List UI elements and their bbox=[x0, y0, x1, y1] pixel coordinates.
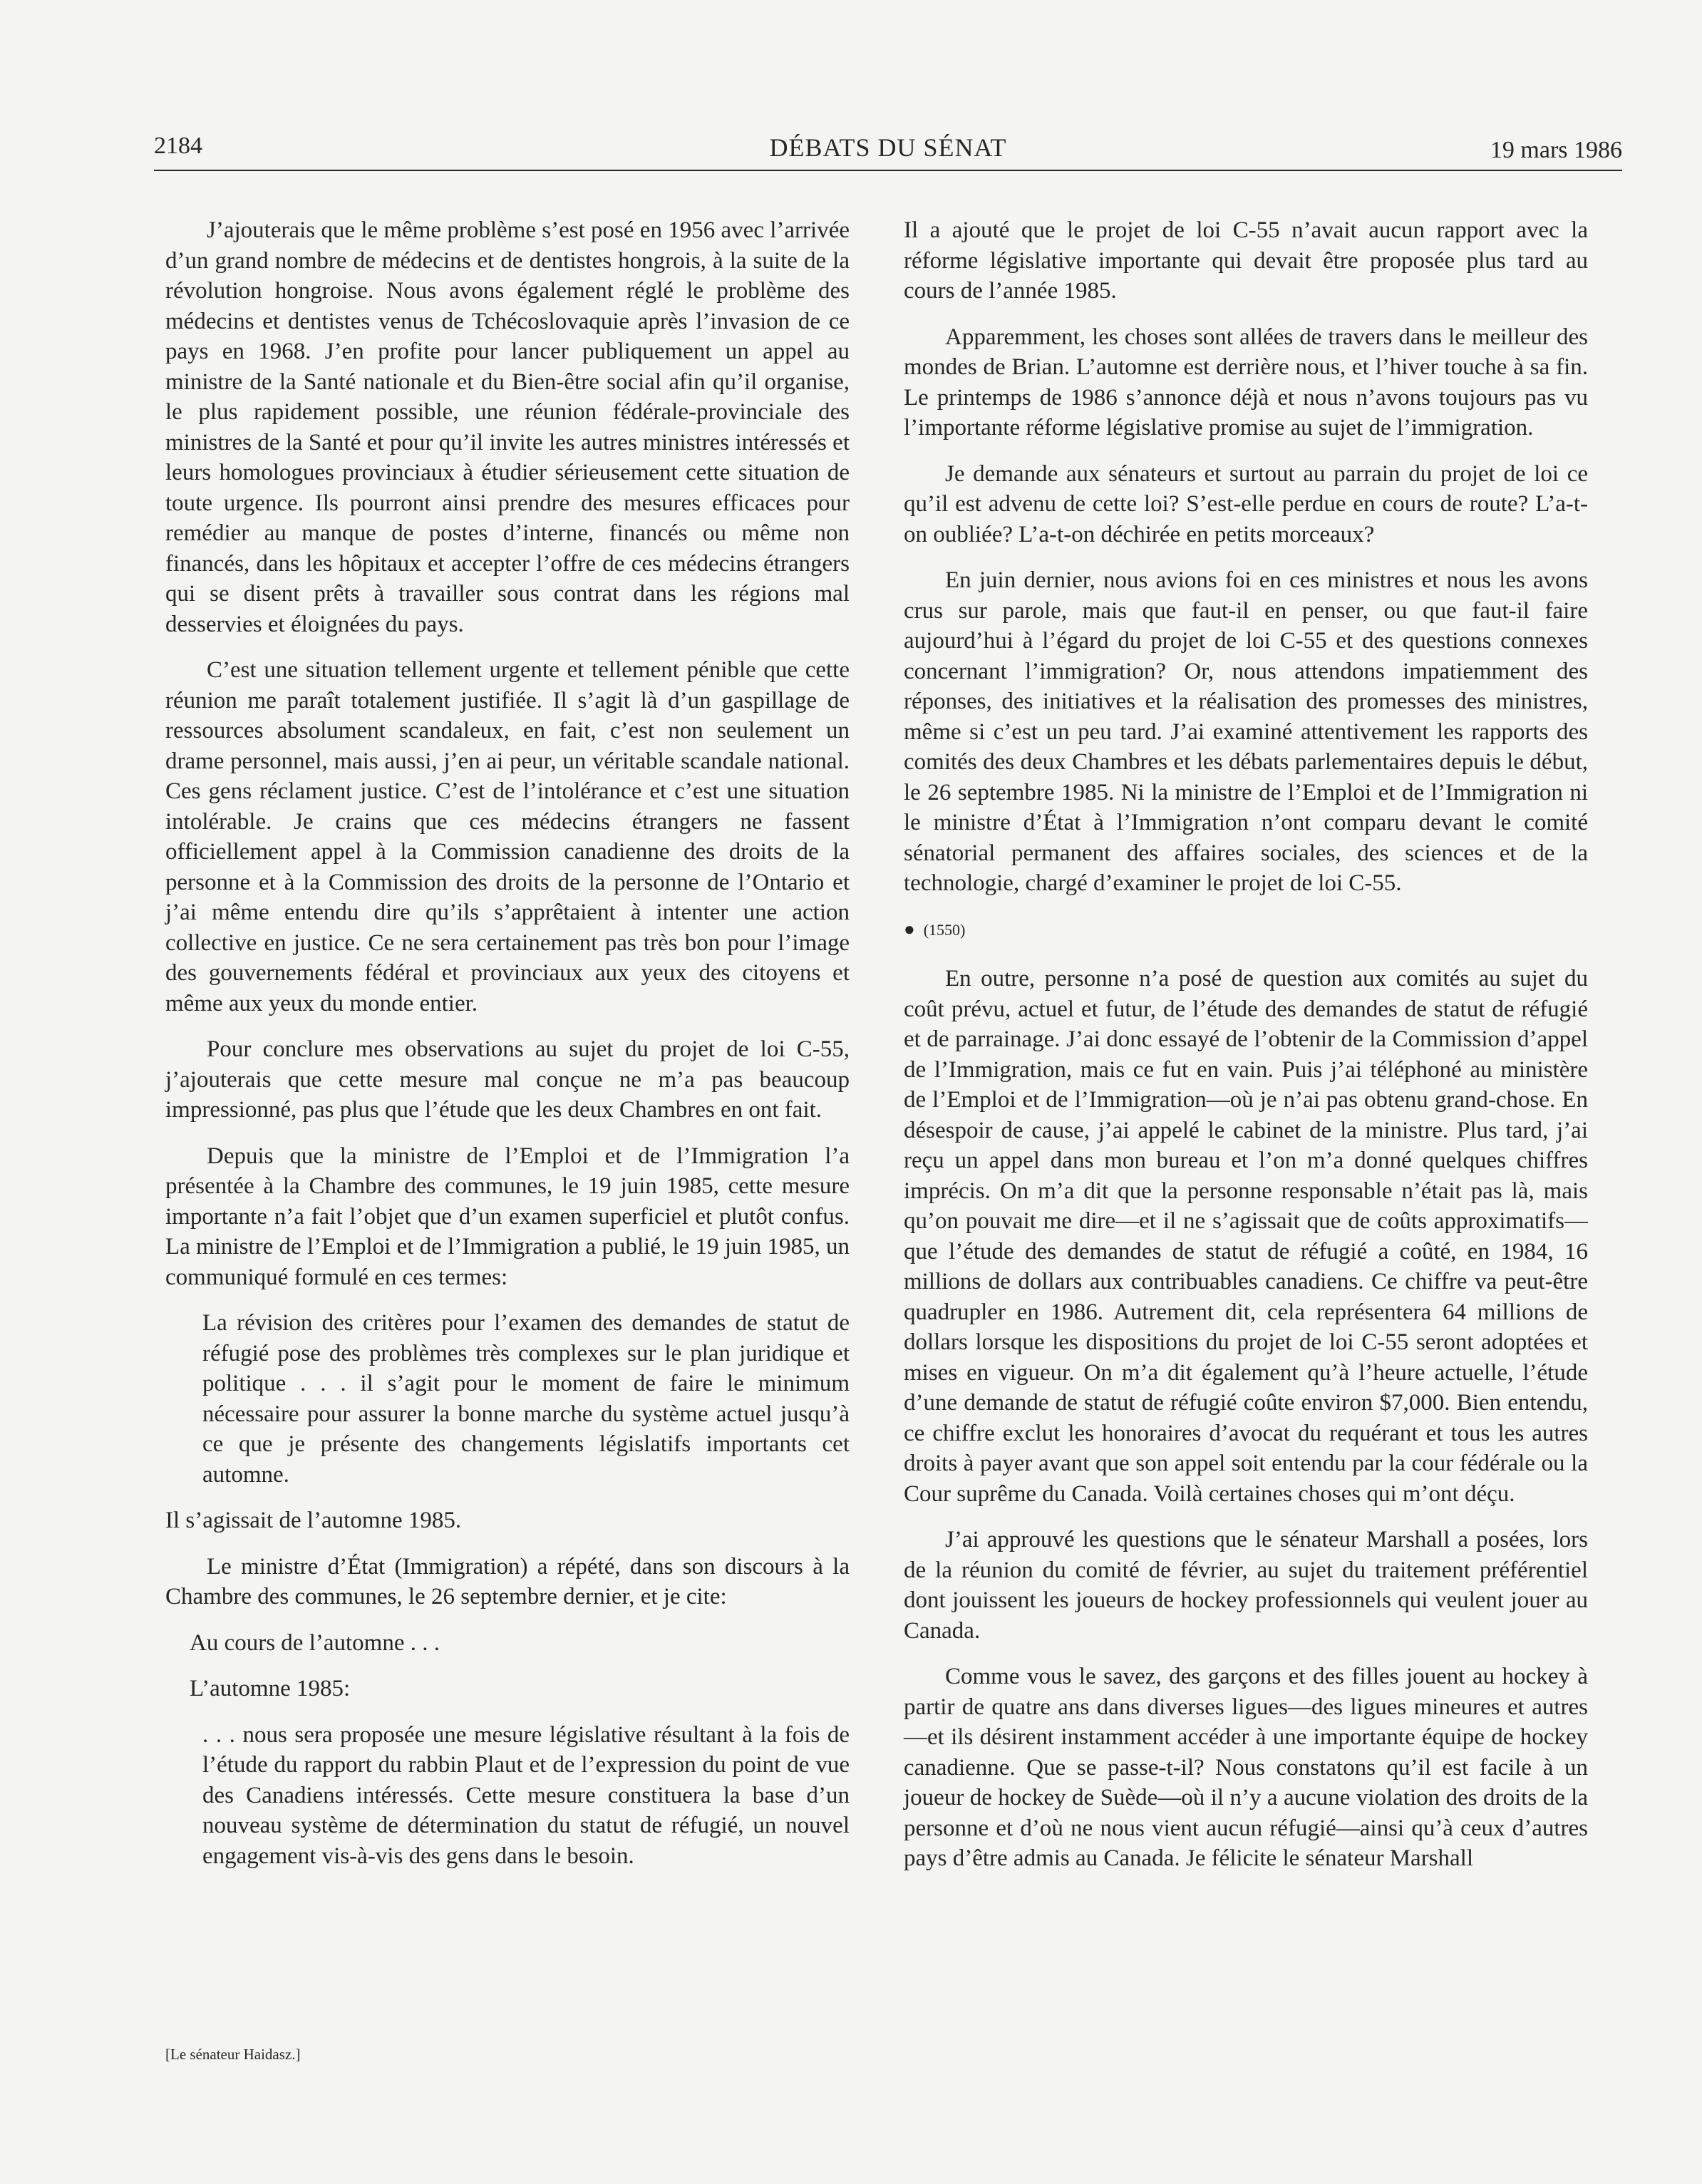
running-title: DÉBATS DU SÉNAT bbox=[769, 133, 1007, 162]
time-marker-label: (1550) bbox=[923, 920, 966, 939]
paragraph: Apparemment, les choses sont allées de travers dans le meilleur des mondes de Brian. L’automne est derrière nous, et l’hiver touche à sa fin. Le printemps de 1986 s’annonce déjà et nous n’avons toujours pas vu l’importante réforme législative promise au sujet de l’immigration. bbox=[904, 324, 1588, 441]
paragraph: En juin dernier, nous avions foi en ces ministres et nous les avons crus sur parole, mais que faut-il en penser, ou que faut-il faire aujourd’hui à l’égard du projet de loi C-55 et des questions connexes concernant l’immigration? Or, nous attendons impatiemment des réponses, des initiatives et la réalisation des promesses des ministres, même si c’est un peu tard. J’ai examiné attentivement les rapports des comités des deux Chambres et les débats parlementaires depuis le début, le 26 septembre 1985. Ni la ministre de l’Emploi et de l’Immigration ni le ministre d’État à l’Immigration n’ont comparu devant le comité sénatorial permanent des affaires sociales, des sciences et de la technologie, chargé d’examiner le projet de loi C-55. bbox=[904, 567, 1588, 896]
paragraph: Il s’agissait de l’automne 1985. bbox=[165, 1508, 462, 1533]
paragraph: Depuis que la ministre de l’Emploi et de l’Immigration l’a présentée à la Chambre des communes, le 19 juin 1985, cette mesure importante n’a fait l’objet que d’un examen superficiel et plutôt confus. La ministre de l’Emploi et de l’Immigration a publié, le 19 juin 1985, un communiqué formulé en ces termes: bbox=[165, 1143, 850, 1290]
paragraph: Le ministre d’État (Immigration) a répété, dans son discours à la Chambre des communes, le 26 septembre dernier, et je cite: bbox=[165, 1553, 850, 1609]
paragraph: Je demande aux sénateurs et surtout au parrain du projet de loi ce qu’il est advenu de cette loi? S’est-elle perdue en cours de route? L’a-t-on oubliée? L’a-t-on déchirée en petits morceaux? bbox=[904, 460, 1588, 547]
paragraph: J’ai approuvé les questions que le sénateur Marshall a posées, lors de la réunion du comité de février, au sujet du traitement préférentiel dont jouissent les joueurs de hockey professionnels qui veulent jouer au Canada. bbox=[904, 1527, 1588, 1644]
paragraph: J’ajouterais que le même problème s’est posé en 1956 avec l’arrivée d’un grand nombre de médecins et de dentistes hongrois, à la suite de la révolution hongroise. Nous avons également réglé le problème des médecins et dentistes venus de Tchécoslovaquie après l’invasion de ce pays en 1968. J’en profite pour lancer publiquement un appel au ministre de la Santé nationale et du Bien-être social afin qu’il organise, le plus rapidement possible, une réunion fédérale-provinciale des ministres de la Santé et pour qu’il invite les autres ministres intéressés et leurs homologues provinciaux à étudier sérieusement cette situation de toute urgence. Ils pourront ainsi prendre des mesures efficaces pour remédier au manque de postes d’interne, financés ou même non financés, dans les hôpitaux et accepter l’offre de ces médecins étrangers qui se disent prêts à travailler sous contrat dans les régions mal desservies et éloignées du pays. bbox=[165, 217, 850, 637]
paragraph: Pour conclure mes observations au sujet du projet de loi C-55, j’ajouterais que cette mesure mal conçue ne m’a pas beaucoup impressionné, pas plus que l’étude que les deux Chambres en ont fait. bbox=[165, 1036, 850, 1123]
paragraph: C’est une situation tellement urgente et tellement pénible que cette réunion me paraît totalement justifiée. Il s’agit là d’un gaspillage de ressources absolument scandaleux, en fait, c’est non seulement un drame personnel, mais aussi, j’en ai peur, un véritable scandale national. Ces gens réclament justice. C’est de l’intolérance et c’est une situation intolérable. Je crains que ces médecins étrangers ne fassent officiellement appel à la Commission canadienne des droits de la personne et à la Commission des droits de la personne de l’Ontario et j’ai même entendu dire qu’ils s’apprêtaient à intenter une action collective en justice. Ce ne sera certainement pas très bon pour l’image des gouvernements fédéral et provinciaux aux yeux des citoyens et même aux yeux du monde entier. bbox=[165, 657, 850, 1016]
block-quote: La révision des critères pour l’examen des demandes de statut de réfugié pose des problèmes très complexes sur le plan juridique et politique . . . il s’agit pour le moment de faire le minimum nécessaire pour assurer la bonne marche du système actuel jusqu’à ce que je présente des changements législatifs importants cet automne. bbox=[202, 1310, 850, 1488]
right-column bbox=[904, 215, 1588, 1890]
time-marker bbox=[904, 915, 1588, 946]
block-quote: . . . nous sera proposée une mesure législative résultant à la fois de l’étude du rapport du rabbin Plaut et de l’expression du point de vue des Canadiens intéressés. Cette mesure constituera la base d’un nouveau système de détermination du statut de réfugié, un nouvel engagement vis-à-vis des gens dans le besoin. bbox=[202, 1721, 850, 1869]
page-date: 19 mars 1986 bbox=[1490, 137, 1622, 163]
paragraph: Il a ajouté que le projet de loi C-55 n’avait aucun rapport avec la réforme législative importante qui devait être proposée plus tard au cours de l’année 1985. bbox=[904, 217, 1588, 304]
paragraph: L’automne 1985: bbox=[190, 1676, 351, 1701]
header-rule bbox=[154, 170, 1622, 171]
paragraph: Comme vous le savez, des garçons et des filles jouent au hockey à partir de quatre ans dans diverses ligues—des ligues mineures et autres—et ils désirent instamment accéder à une importante équipe de hockey canadienne. Que se passe-t-il? Nous constatons qu’il est facile à un joueur de hockey de Suède—où il n’y a aucune violation des droits de la personne et d’où ne nous vient aucun réfugié—ainsi qu’à ceux d’autres pays d’être admis au Canada. Je félicite le sénateur Marshall bbox=[904, 1664, 1588, 1871]
block-quote: Au cours de l’automne . . . bbox=[190, 1629, 440, 1656]
paragraph: En outre, personne n’a posé de question aux comités au sujet du coût prévu, actuel et futur, de l’étude des demandes de statut de réfugié et de parrainage. J’ai donc essayé de l’obtenir de la Commission d’appel de l’Immigration, mais ce fut en vain. Puis j’ai téléphoné au ministère de l’Emploi et de l’Immigration—où je n’ai pas obtenu grand-chose. En désespoir de cause, j’ai appelé le cabinet de la ministre. Plus tard, j’ai reçu un appel dans mon bureau et l’on m’a donné quelques chiffres imprécis. On m’a dit que la personne responsable n’était pas là, mais qu’on pouvait me dire—et il ne s’agissait que de coûts approximatifs—que l’étude des demandes de statut de réfugié a coûté, en 1984, 16 millions de dollars aux contribuables canadiens. Ce chiffre va peut-être quadrupler en 1986. Autrement dit, cela représentera 64 millions de dollars lorsque les dispositions du projet de loi C-55 seront adoptées et mises en vigueur. On m’a dit également qu’à l’heure actuelle, l’étude d’une demande de statut de réfugié coûte environ $7,000. Bien entendu, ce chiffre exclut les honoraires d’avocat du requérant et tous les autres droits à payer avant que son appel soit entendu par la cour fédérale ou la Cour suprême du Canada. Voilà certaines choses qui m’ont déçu. bbox=[904, 966, 1588, 1507]
speaker-note: [Le sénateur Haidasz.] bbox=[165, 2046, 301, 2063]
bullet-icon: ● bbox=[904, 918, 915, 939]
left-column bbox=[165, 215, 850, 1887]
page-header bbox=[154, 133, 1622, 175]
page-number: 2184 bbox=[154, 133, 202, 159]
